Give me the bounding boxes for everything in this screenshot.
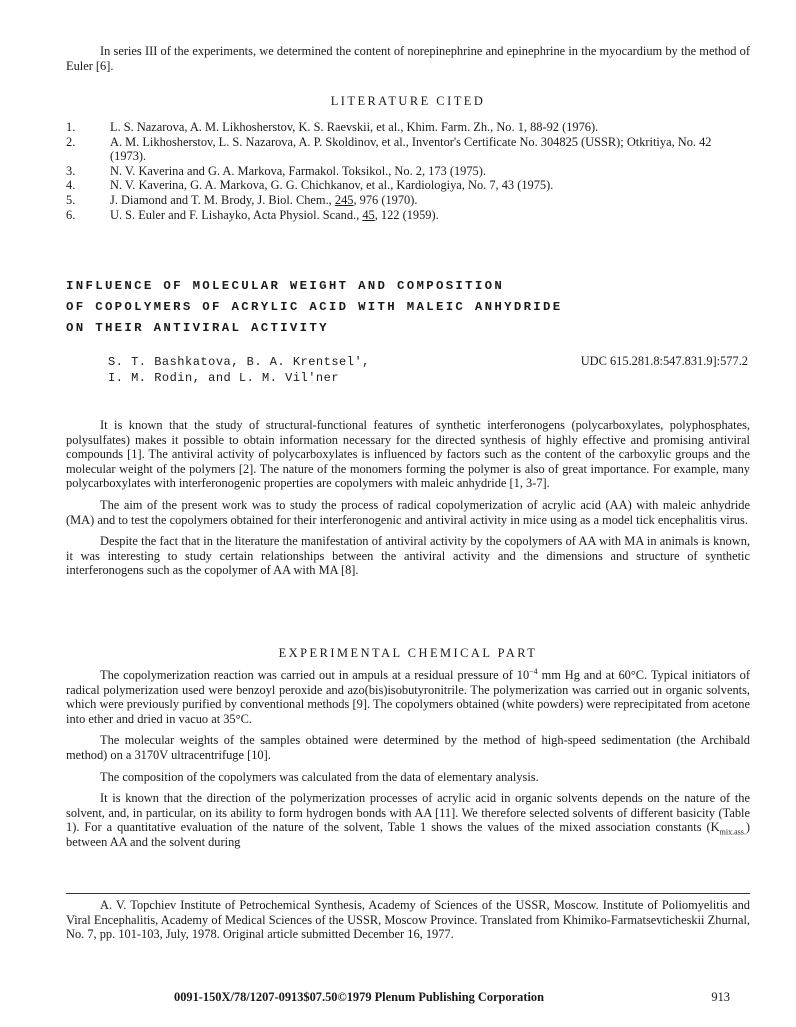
body-paragraph: It is known that the study of structural-functional features of synthetic interferonogens (polycarboxylates, polyphosphates, polysulfates) makes it possible to obtain information necessary for the directed synthesis of highly effective and promising antiviral compounds [1]. The antiviral activity of polycarboxylates is influenced by factors such as the content of the carboxylic groups and the molecular weight of the polymers [2]. The nature of the monomers forming the polymer is also of great importance. For example, many polycarboxylates with interferonogenic properties are copolymers with maleic anhydride [1, 3-7].: [66, 418, 750, 491]
authors-line: I. M. Rodin, and L. M. Vil'ner: [108, 371, 340, 385]
exp-text: It is known that the direction of the polymerization processes of acrylic acid in organic solvents depends on the nature of the solvent, and, in particular, on its ability to form hydrogen bonds with AA [11]. We therefore selected solvents of different basicity (Table 1). For a quantitative evaluation of the nature of the solvent, Table 1 shows the values of the mixed association constants (K: [66, 791, 750, 835]
reference-volume: 45: [362, 207, 375, 222]
exp-text: The copolymerization reaction was carried out in ampuls at a residual pressure of 10: [100, 668, 530, 682]
reference-text-post: , 976 (1970).: [353, 192, 418, 207]
reference-item: [66, 208, 750, 223]
exp-exponent: −4: [529, 666, 538, 676]
experimental-block: [66, 668, 750, 850]
literature-heading-block: [66, 94, 750, 109]
body-paragraph: The aim of the present work was to study the process of radical copolymerization of acrylic acid (AA) with maleic anhydride (MA) and to test the copolymers obtained for their interferonogenic and antiviral activity in mice using as a model tick encephalitis virus.: [66, 497, 750, 527]
reference-volume: 245: [334, 192, 354, 207]
reference-item: [66, 164, 750, 179]
authors-line: S. T. Bashkatova, B. A. Krentsel',: [108, 355, 370, 369]
reference-text-pre: U. S. Euler and F. Lishayko, Acta Physiol. Scand.,: [110, 207, 363, 222]
reference-text-post: , 122 (1959).: [374, 207, 439, 222]
exp-text: mm Hg and at 60°C. Typical initiators of radical polymerization used were benzoyl peroxide and azo(bis)isobutyronitrile. The polymerization was carried out in organic solvents, which were previously purified by conventional methods [9]. The copolymers obtained (white powders) were reprecipitated from acetone into ether and dried in vacuo at 35°C.: [66, 668, 750, 726]
reference-number: 2.: [66, 134, 76, 149]
reference-list: [66, 120, 750, 222]
article-title-line: OF COPOLYMERS OF ACRYLIC ACID WITH MALEIC ANHYDRIDE: [66, 300, 563, 314]
reference-text: N. V. Kaverina, G. A. Markova, G. G. Chichkanov, et al., Kardiologiya, No. 7, 43 (1975).: [110, 178, 554, 193]
exp-subscript: mix.ass.: [719, 827, 746, 837]
reference-item: [66, 135, 750, 164]
article-title-line: ON THEIR ANTIVIRAL ACTIVITY: [66, 321, 329, 335]
reference-text: A. M. Likhosherstov, L. S. Nazarova, A. P. Skoldinov, et al., Inventor's Certificate No. 304825 (USSR); Otkritiya, No. 42 (1973).: [110, 134, 712, 164]
article-title-block: [66, 276, 750, 339]
reference-text: N. V. Kaverina and G. A. Markova, Farmakol. Toksikol., No. 2, 173 (1975).: [110, 163, 486, 178]
reference-number: 6.: [66, 207, 76, 222]
body-block: [66, 418, 750, 578]
body-paragraph: Despite the fact that in the literature the manifestation of antiviral activity by the copolymers of AA with MA in animals is known, it was interesting to study certain relationships between the antiviral activity and the dimensions and structure of synthetic interferonogens such as the copolymer of AA with MA [8].: [66, 534, 750, 578]
reference-number: 4.: [66, 178, 76, 193]
article-title-line: INFLUENCE OF MOLECULAR WEIGHT AND COMPOSITION: [66, 279, 505, 293]
reference-item: [66, 193, 750, 208]
reference-number: 3.: [66, 163, 76, 178]
footnote-rule: [66, 893, 750, 894]
literature-heading: LITERATURE CITED: [330, 94, 486, 108]
experimental-heading-block: [66, 646, 750, 661]
authors-block: [66, 354, 750, 386]
reference-text-pre: J. Diamond and T. M. Brody, J. Biol. Chem.,: [110, 192, 335, 207]
experimental-paragraph: The composition of the copolymers was calculated from the data of elementary analysis.: [100, 769, 539, 784]
experimental-paragraph: [66, 668, 750, 726]
experimental-paragraph: [66, 791, 750, 849]
footnote-block: [66, 898, 750, 942]
reference-text: L. S. Nazarova, A. M. Likhosherstov, K. S. Raevskii, et al., Khim. Farm. Zh., No. 1, 88-92 (1976).: [110, 120, 599, 134]
reference-number: 5.: [66, 192, 76, 207]
intro-paragraph: In series III of the experiments, we determined the content of norepinephrine and epinephrine in the myocardium by the method of Euler [6].: [66, 44, 750, 73]
experimental-heading: EXPERIMENTAL CHEMICAL PART: [278, 646, 538, 660]
footnote: A. V. Topchiev Institute of Petrochemical Synthesis, Academy of Sciences of the USSR, Moscow. Institute of Poliomyelitis and Viral Encephalitis, Academy of Medical Sciences of the USSR, Moscow Province. Translated from Khimiko-Farmatsevticheskii Zhurnal, No. 7, pp. 101-103, July, 1978. Original article submitted December 16, 1977.: [66, 898, 750, 942]
exp-text: ) between AA and the solvent during: [66, 820, 750, 849]
intro-paragraph-block: [66, 44, 750, 73]
udc-code: UDC 615.281.8:547.831.9]:577.2: [580, 354, 748, 368]
publisher-line: 0091-150X/78/1207-0913$07.50©1979 Plenum Publishing Corporation: [174, 990, 544, 1004]
reference-item: [66, 120, 750, 135]
reference-number: 1.: [66, 120, 76, 134]
reference-list-block: [66, 120, 750, 222]
page-number: 913: [711, 990, 730, 1004]
reference-item: [66, 178, 750, 193]
experimental-paragraph: The molecular weights of the samples obtained were determined by the method of high-speed sedimentation (the Archibald method) on a 3170V ultracentrifuge [10].: [66, 733, 750, 762]
